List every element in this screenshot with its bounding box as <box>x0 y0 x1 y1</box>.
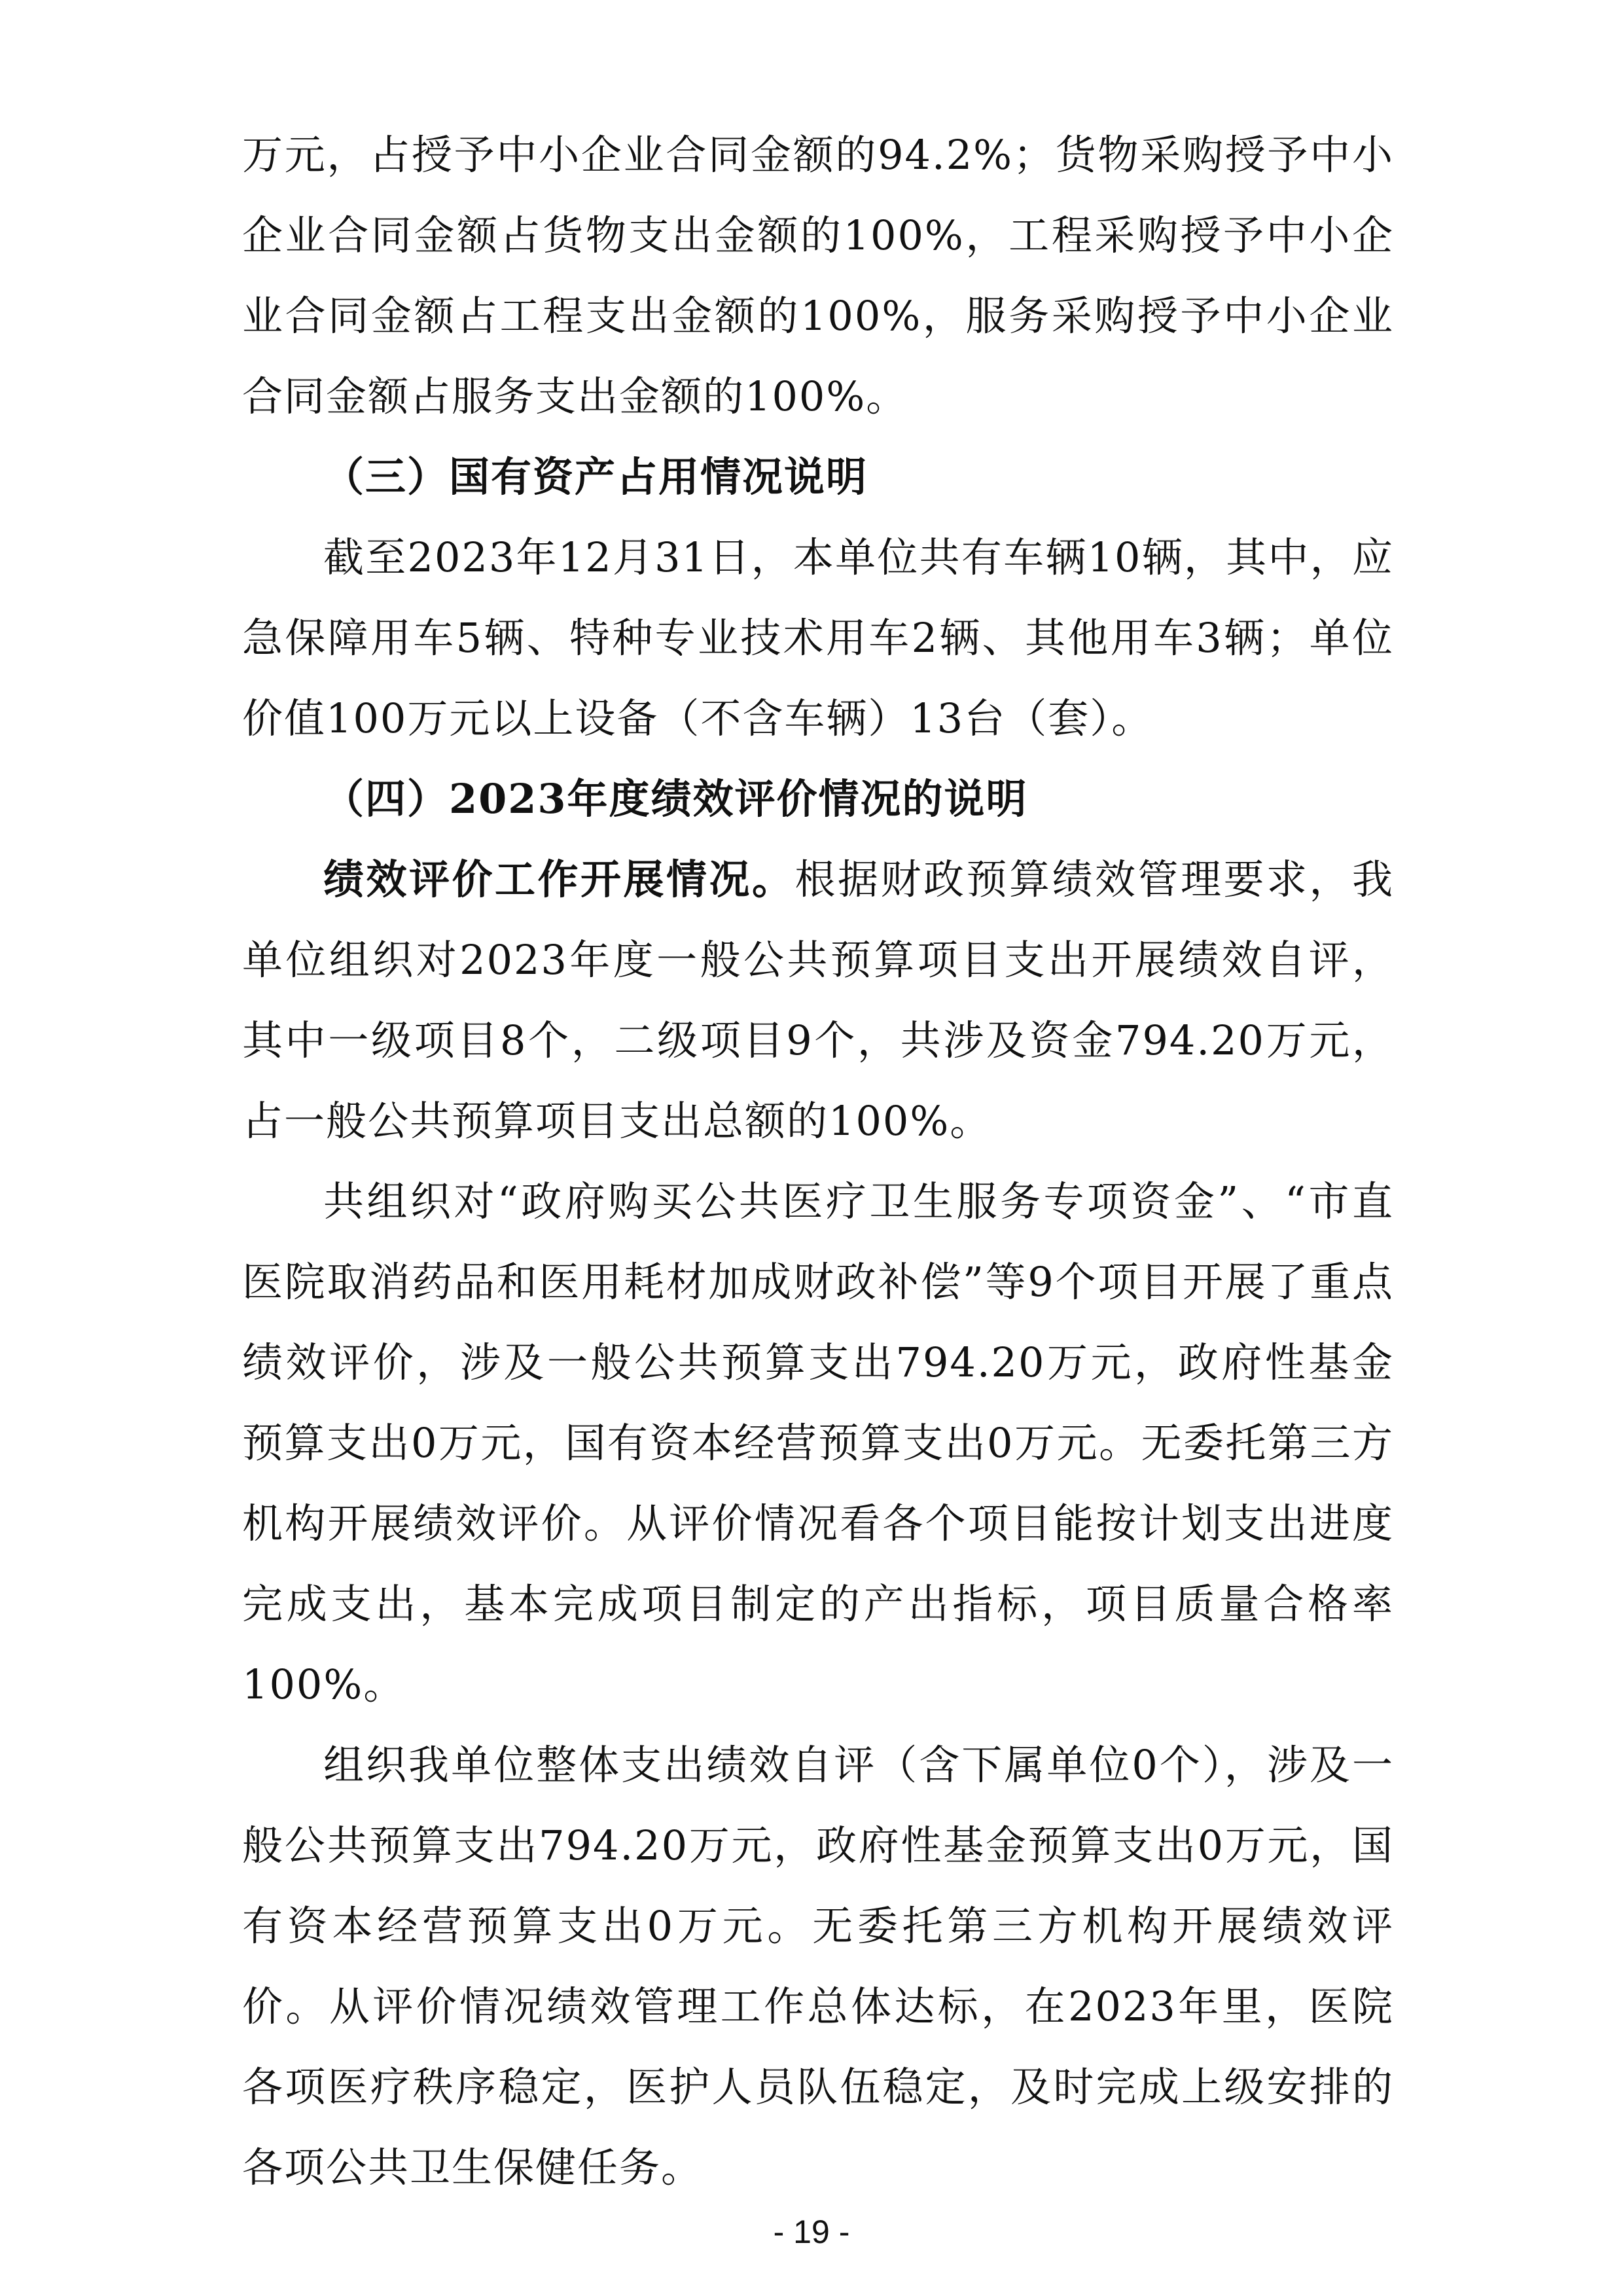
paragraph-lead-text: 绩效评价工作开展情况。 <box>323 855 795 903</box>
paragraph-performance-overview-body: 根据财政预算绩效管理要求，我单位组织对2023年度一般公共预算项目支出开展绩效自评，其中一级项目8个，二级项目9个，共涉及资金794.20万元，占一般公共预算项目支出总额的100%。 <box>242 855 1394 1145</box>
paragraph-overall-self-evaluation: 组织我单位整体支出绩效自评（含下属单位0个），涉及一般公共预算支出794.20万元，政府性基金预算支出0万元，国有资本经营预算支出0万元。无委托第三方机构开展绩效评价。从评价情况绩效管理工作总体达标，在2023年里，医院各项医疗秩序稳定，医护人员队伍稳定，及时完成上级安排的各项公共卫生保健任务。 <box>242 1741 1394 2191</box>
page-number: - 19 - <box>773 2214 850 2250</box>
document-body <box>242 115 1394 2208</box>
paragraph-performance-overview <box>242 839 1394 1161</box>
paragraph-procurement-summary: 万元，占授予中小企业合同金额的94.2%；货物采购授予中小企业合同金额占货物支出金额的100%，工程采购授予中小企业合同金额占工程支出金额的100%，服务采购授予中小企业合同金额占服务支出金额的100%。 <box>242 131 1394 420</box>
section-heading-performance-evaluation: （四）2023年度绩效评价情况的说明 <box>323 775 1028 823</box>
section-heading-state-assets: （三）国有资产占用情况说明 <box>323 453 868 501</box>
paragraph-key-project-evaluation: 共组织对“政府购买公共医疗卫生服务专项资金”、“市直医院取消药品和医用耗材加成财政补偿”等9个项目开展了重点绩效评价，涉及一般公共预算支出794.20万元，政府性基金预算支出0万元，国有资本经营预算支出0万元。无委托第三方机构开展绩效评价。从评价情况看各个项目能按计划支出进度完成支出，基本完成项目制定的产出指标，项目质量合格率100%。 <box>242 1177 1394 1708</box>
paragraph-state-assets: 截至2023年12月31日，本单位共有车辆10辆，其中，应急保障用车5辆、特种专业技术用车2辆、其他用车3辆；单位价值100万元以上设备（不含车辆）13台（套）。 <box>242 533 1394 742</box>
